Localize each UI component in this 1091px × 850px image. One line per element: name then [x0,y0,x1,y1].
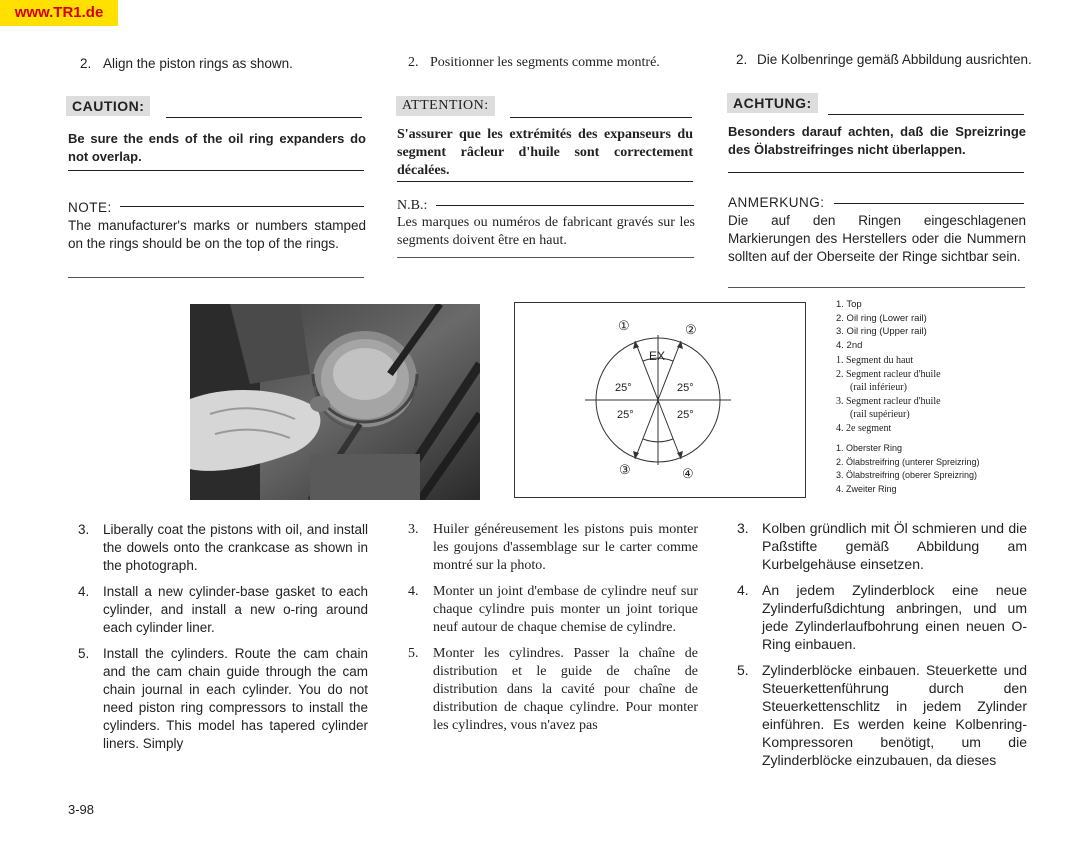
de-step-3 [727,519,1027,573]
de-note-bottom-rule [728,287,1025,288]
fr-caution-label [396,96,495,116]
de-note-label: ANMERKUNG: [728,195,825,210]
site-logo: www.TR1.de [0,0,118,26]
legend-fr [836,354,1036,435]
diagram-angle-bottom-left: 25° [617,409,634,421]
de-step-5-text: Zylinderblöcke einbauen. Steuerkette und Steuerkettenführung durch den Steuerkettenschlitz in jedem Zylinder einführen. Es werden keine Kolbenring-Kompressoren benötigt, um die Zylinderblöcke einzubauen, da dieses [762,662,1027,768]
de-caution-heading: ACHTUNG: [727,93,818,113]
en-step-5-text: Install the cylinders. Route the cam chain and the cam chain guide through the cam chain journal in each cylinder. You do not need piston ring compressors to install the cylinders. This model has tapered cylinder liners. Simply [103,646,368,751]
legend-de [836,442,1041,496]
de-caution-label [727,93,818,113]
legend-en-item: 1. Top [836,299,862,310]
diagram-label-4: ④ [682,466,694,481]
legend-de-item: 3. Ölabstreifring (oberer Spreizring) [836,470,978,480]
en-note-rule [120,206,364,207]
en-caution-text: Be sure the ends of the oil ring expanders do not overlap. [68,131,366,164]
legend-fr-item: (rail supérieur) [850,409,910,420]
legend-en-item: 4. 2nd [836,339,863,351]
en-note-label: NOTE: [68,200,112,215]
de-step-2-text: Die Kolbenringe gemäß Abbildung ausrichten. [757,52,1032,67]
fr-note-bottom-rule [397,257,694,258]
de-step-2 [736,51,1048,69]
de-step-5 [727,661,1027,769]
de-step-4-num: 4. [737,582,749,598]
de-step-3-num: 3. [737,520,749,536]
fr-step-3-text: Huiler généreusement les pistons puis monter les goujons d'assemblage sur le carter comme montré sur la photo. [433,522,698,573]
fr-step-3 [398,521,698,575]
piston-photo-illustration [190,304,480,500]
de-step-4 [727,581,1027,653]
diagram-angle-top-right: 25° [677,382,694,394]
en-steps-list [68,521,368,761]
diagram-label-3: ③ [619,462,631,477]
fr-caution-bottom-rule [397,181,693,182]
legend-de-item: 1. Oberster Ring [836,443,903,453]
piston-photo [190,304,480,500]
diagram-angle-bottom-right: 25° [677,409,694,421]
page-number: 3-98 [68,802,95,817]
fr-step-4 [398,583,698,637]
de-caution-rule [828,114,1024,115]
en-caution-heading: CAUTION: [66,96,150,116]
en-step-5 [68,645,368,753]
en-step-2-num: 2. [80,56,92,71]
ring-diagram-graphic [515,303,805,497]
en-step-4-num: 4. [78,584,90,599]
en-caution-label [66,96,150,116]
de-caution-text: Besonders darauf achten, daß die Spreizringe des Ölabstreifringes nicht überlappen. [728,124,1026,157]
fr-caution-text: S'assurer que les extrémités des expanseurs du segment râcleur d'huile sont correctement décalées. [397,127,693,178]
fr-note-label: N.B.: [397,198,428,213]
legend-en-item: 2. Oil ring (Lower rail) [836,312,927,324]
legend-fr-item: (rail inférieur) [850,382,907,393]
fr-caution-heading: ATTENTION: [396,96,495,116]
en-step-3-text: Liberally coat the pistons with oil, and install the dowels onto the crankcase as shown in the photograph. [103,522,368,573]
legend-fr-item: 4. 2e segment [836,422,892,434]
legend-de-item: 4. Zweiter Ring [836,483,897,494]
legend-fr-item: 2. Segment racleur d'huile [836,368,941,380]
en-step-2 [80,55,370,73]
de-step-2-num: 2. [736,52,748,67]
legend-en [836,298,1036,352]
en-step-2-text: Align the piston rings as shown. [103,56,293,71]
fr-note-rule [436,205,694,206]
en-caution-bottom-rule [68,170,364,171]
ring-gap-diagram [514,302,806,498]
en-step-3 [68,521,368,575]
en-step-5-num: 5. [78,646,90,661]
fr-step-3-num: 3. [408,522,419,537]
fr-caution-rule [510,117,692,118]
fr-step-5-num: 5. [408,646,419,661]
en-caution-rule [166,117,362,118]
diagram-label-1: ① [618,318,630,333]
legend-fr-item: 3. Segment racleur d'huile [836,395,941,407]
legend-en-item: 3. Oil ring (Upper rail) [836,326,927,337]
legend-fr-item: 1. Segment du haut [836,355,914,366]
en-note-bottom-rule [68,277,364,278]
en-step-4 [68,583,368,637]
de-note-rule [834,203,1024,204]
en-note-text: The manufacturer's marks or numbers stamped on the rings should be on the top of the rings. [68,218,366,251]
diagram-ex-label: EX [649,349,666,363]
de-caution-bottom-rule [728,172,1024,173]
fr-step-2 [408,54,698,72]
fr-note-text: Les marques ou numéros de fabricant gravés sur les segments doivent être en haut. [397,215,695,248]
diagram-label-2: ② [685,322,697,337]
fr-step-2-text: Positionner les segments comme montré. [430,55,660,70]
en-step-4-text: Install a new cylinder-base gasket to each cylinder, and install a new o-ring around each cylinder liner. [103,584,368,635]
en-step-3-num: 3. [78,522,90,537]
fr-step-5 [398,645,698,735]
legend-de-item: 2. Ölabstreifring (unterer Spreizring) [836,456,980,467]
fr-step-2-num: 2. [408,55,419,70]
fr-step-4-num: 4. [408,584,419,599]
de-note-text: Die auf den Ringen eingeschlagenen Markierungen des Herstellers oder die Nummern sollten auf der Oberseite der Ringe sichtbar sein. [728,213,1026,264]
fr-steps-list [398,521,698,743]
diagram-angle-top-left: 25° [615,382,632,394]
de-step-5-num: 5. [737,662,749,678]
de-steps-list [727,519,1027,777]
de-step-3-text: Kolben gründlich mit Öl schmieren und die Paßstifte gemäß Abbildung am Kurbelgehäuse einsetzen. [762,520,1027,572]
de-step-4-text: An jedem Zylinderblock eine neue Zylinderfußdichtung anbringen, und um jede Zylinderlaufbohrung einen neuen O-Ring einbauen. [762,582,1027,652]
fr-step-4-text: Monter un joint d'embase de cylindre neuf sur chaque cylindre puis monter un joint torique neuf autour de chaque chemise de cylindre. [433,584,698,635]
fr-step-5-text: Monter les cylindres. Passer la chaîne de distribution et le guide de chaîne de distribution dans la cavité pour chaîne de distribution de chaque cylindre. Pour monter les cylindres, vous n'avez pas [433,646,698,733]
